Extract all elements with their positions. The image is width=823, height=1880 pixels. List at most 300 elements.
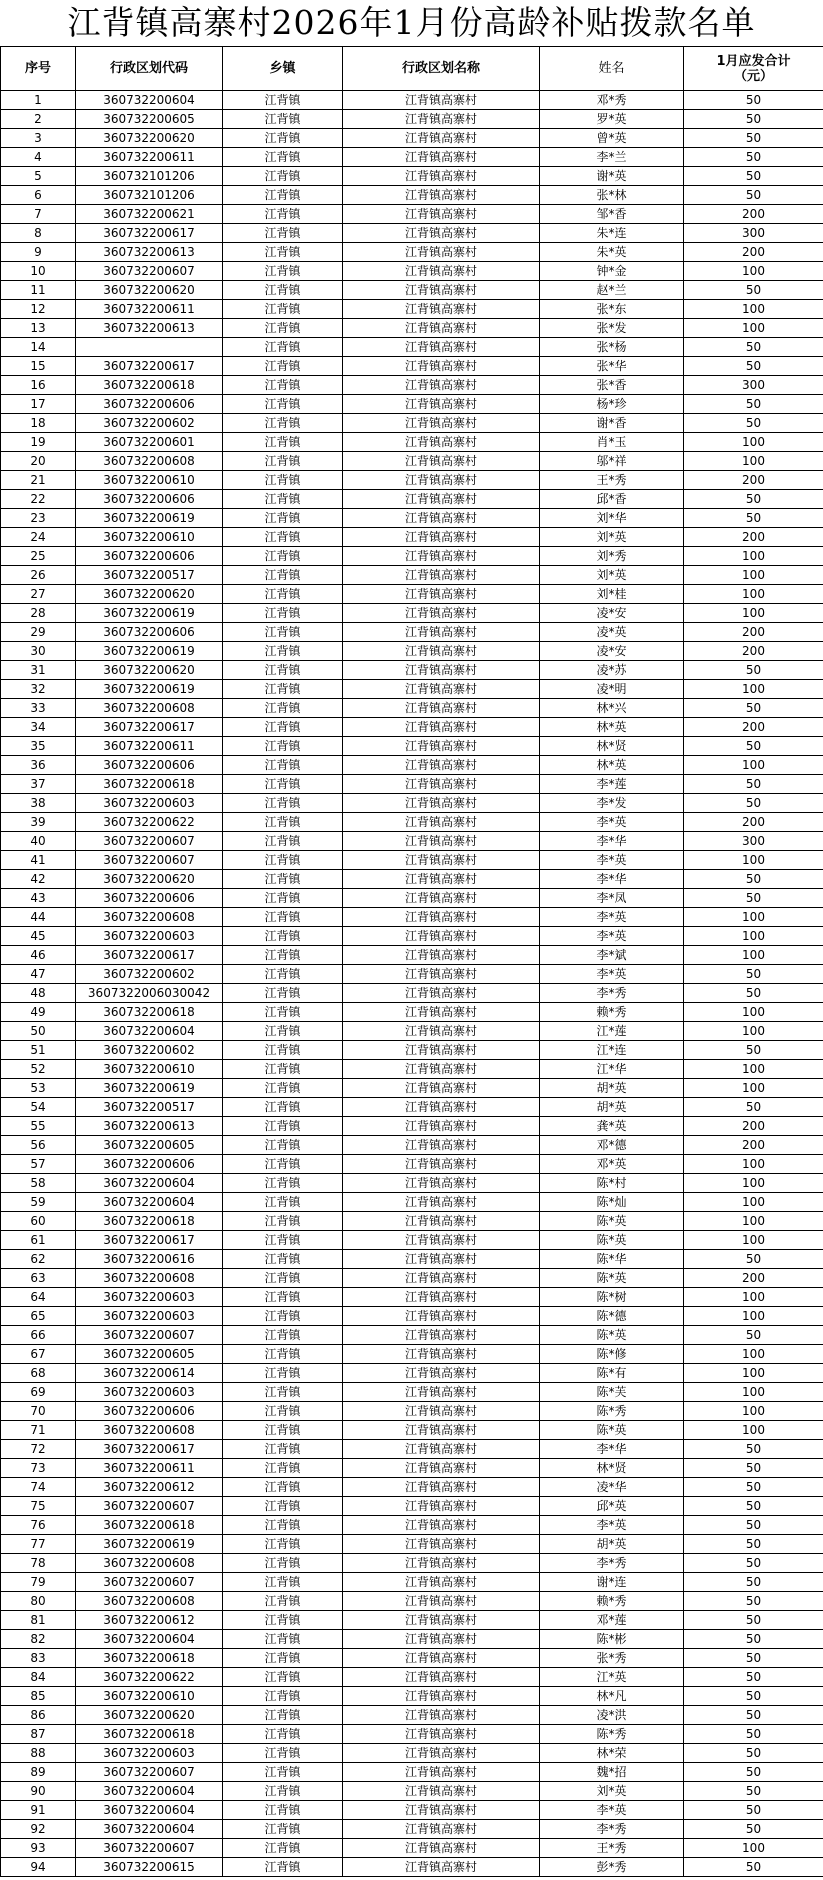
cell-township: 江背镇 [223,414,343,433]
cell-township: 江背镇 [223,1459,343,1478]
table-row [1,1744,823,1763]
table-row [1,1706,823,1725]
cell-division-name: 江背镇高寨村 [343,661,540,680]
table-body [1,91,823,1877]
cell-serial-number: 45 [1,927,76,946]
cell-division-code: 360732200620 [76,585,223,604]
table-row [1,300,823,319]
cell-division-name: 江背镇高寨村 [343,1060,540,1079]
cell-amount: 50 [684,1687,823,1706]
cell-township: 江背镇 [223,1079,343,1098]
cell-name: 凌*洪 [540,1706,684,1725]
cell-township: 江背镇 [223,490,343,509]
table-row [1,1060,823,1079]
cell-division-code: 360732200606 [76,889,223,908]
cell-serial-number: 67 [1,1345,76,1364]
table-row [1,908,823,927]
cell-amount: 100 [684,585,823,604]
cell-amount: 300 [684,376,823,395]
cell-amount: 50 [684,414,823,433]
cell-division-name: 江背镇高寨村 [343,1136,540,1155]
cell-amount: 50 [684,1744,823,1763]
cell-serial-number: 63 [1,1269,76,1288]
cell-serial-number: 78 [1,1554,76,1573]
cell-name: 陈*英 [540,1231,684,1250]
cell-amount: 100 [684,1839,823,1858]
table-row [1,585,823,604]
cell-division-name: 江背镇高寨村 [343,1478,540,1497]
cell-division-name: 江背镇高寨村 [343,908,540,927]
cell-township: 江背镇 [223,1041,343,1060]
cell-township: 江背镇 [223,813,343,832]
cell-division-name: 江背镇高寨村 [343,1858,540,1877]
cell-serial-number: 10 [1,262,76,281]
cell-township: 江背镇 [223,1383,343,1402]
cell-name: 朱*英 [540,243,684,262]
cell-serial-number: 85 [1,1687,76,1706]
cell-amount: 300 [684,224,823,243]
cell-amount: 50 [684,699,823,718]
cell-township: 江背镇 [223,1668,343,1687]
cell-division-code: 360732200608 [76,1269,223,1288]
cell-name: 陈*秀 [540,1402,684,1421]
cell-serial-number: 37 [1,775,76,794]
cell-division-name: 江背镇高寨村 [343,1744,540,1763]
cell-division-name: 江背镇高寨村 [343,1440,540,1459]
cell-division-code: 360732200617 [76,946,223,965]
cell-serial-number: 16 [1,376,76,395]
cell-division-code: 360732200606 [76,490,223,509]
table-row [1,566,823,585]
cell-township: 江背镇 [223,110,343,129]
cell-division-code: 360732200604 [76,91,223,110]
cell-name: 邱*香 [540,490,684,509]
cell-division-name: 江背镇高寨村 [343,281,540,300]
cell-township: 江背镇 [223,1649,343,1668]
cell-amount: 50 [684,1573,823,1592]
cell-division-name: 江背镇高寨村 [343,1307,540,1326]
cell-amount: 100 [684,319,823,338]
cell-division-name: 江背镇高寨村 [343,1193,540,1212]
table-row [1,1554,823,1573]
header-amount: 1月应发合计 （元） [684,47,823,91]
cell-name: 邬*祥 [540,452,684,471]
cell-division-name: 江背镇高寨村 [343,300,540,319]
cell-amount: 50 [684,1535,823,1554]
cell-division-code: 360732200603 [76,1307,223,1326]
cell-township: 江背镇 [223,718,343,737]
cell-township: 江背镇 [223,243,343,262]
cell-division-name: 江背镇高寨村 [343,452,540,471]
cell-amount: 100 [684,433,823,452]
cell-division-name: 江背镇高寨村 [343,186,540,205]
table-row [1,1478,823,1497]
cell-name: 邓*英 [540,1155,684,1174]
cell-amount: 100 [684,1421,823,1440]
table-row [1,1136,823,1155]
table-row [1,1820,823,1839]
cell-name: 林*荣 [540,1744,684,1763]
cell-division-name: 江背镇高寨村 [343,490,540,509]
cell-division-code: 360732200608 [76,452,223,471]
cell-serial-number: 22 [1,490,76,509]
cell-serial-number: 1 [1,91,76,110]
cell-amount: 200 [684,623,823,642]
cell-township: 江背镇 [223,1478,343,1497]
table-row [1,775,823,794]
cell-serial-number: 40 [1,832,76,851]
cell-township: 江背镇 [223,1592,343,1611]
cell-division-name: 江背镇高寨村 [343,395,540,414]
cell-name: 李*兰 [540,148,684,167]
cell-township: 江背镇 [223,1497,343,1516]
cell-serial-number: 41 [1,851,76,870]
cell-amount: 50 [684,1440,823,1459]
cell-name: 邓*莲 [540,1611,684,1630]
cell-division-code: 360732200604 [76,1801,223,1820]
table-row [1,357,823,376]
cell-serial-number: 26 [1,566,76,585]
cell-division-code: 360732200608 [76,1421,223,1440]
cell-amount: 200 [684,1136,823,1155]
cell-division-name: 江背镇高寨村 [343,1421,540,1440]
cell-name: 凌*苏 [540,661,684,680]
cell-division-code: 360732200618 [76,1649,223,1668]
cell-serial-number: 51 [1,1041,76,1060]
cell-amount: 100 [684,452,823,471]
table-row [1,395,823,414]
cell-township: 江背镇 [223,281,343,300]
cell-amount: 100 [684,1231,823,1250]
cell-division-name: 江背镇高寨村 [343,851,540,870]
cell-amount: 100 [684,1174,823,1193]
table-row [1,1193,823,1212]
cell-township: 江背镇 [223,186,343,205]
cell-amount: 50 [684,395,823,414]
cell-township: 江背镇 [223,908,343,927]
cell-name: 李*英 [540,1516,684,1535]
cell-division-name: 江背镇高寨村 [343,129,540,148]
cell-division-name: 江背镇高寨村 [343,946,540,965]
cell-serial-number: 11 [1,281,76,300]
cell-division-code: 360732200620 [76,129,223,148]
cell-serial-number: 62 [1,1250,76,1269]
cell-name: 张*华 [540,357,684,376]
cell-division-code: 360732200611 [76,1459,223,1478]
cell-name: 刘*秀 [540,547,684,566]
cell-division-name: 江背镇高寨村 [343,813,540,832]
cell-amount: 200 [684,528,823,547]
cell-division-code: 360732200606 [76,1155,223,1174]
cell-division-name: 江背镇高寨村 [343,1079,540,1098]
table-row [1,946,823,965]
cell-amount: 50 [684,1592,823,1611]
cell-township: 江背镇 [223,775,343,794]
cell-name: 李*华 [540,832,684,851]
cell-division-name: 江背镇高寨村 [343,1155,540,1174]
cell-division-code: 360732200608 [76,699,223,718]
cell-amount: 50 [684,91,823,110]
cell-amount: 100 [684,680,823,699]
cell-serial-number: 75 [1,1497,76,1516]
cell-division-name: 江背镇高寨村 [343,737,540,756]
cell-serial-number: 56 [1,1136,76,1155]
cell-name: 赵*兰 [540,281,684,300]
table-row [1,262,823,281]
cell-township: 江背镇 [223,91,343,110]
table-row [1,452,823,471]
cell-division-name: 江背镇高寨村 [343,243,540,262]
cell-division-code [76,338,223,357]
cell-township: 江背镇 [223,1573,343,1592]
table-header [1,47,823,91]
cell-division-code: 360732200619 [76,680,223,699]
cell-division-name: 江背镇高寨村 [343,585,540,604]
cell-division-code: 360732200618 [76,1725,223,1744]
cell-division-code: 360732200618 [76,1003,223,1022]
cell-name: 陈*有 [540,1364,684,1383]
cell-serial-number: 19 [1,433,76,452]
cell-township: 江背镇 [223,794,343,813]
cell-township: 江背镇 [223,1250,343,1269]
table-row [1,509,823,528]
cell-name: 李*秀 [540,984,684,1003]
cell-name: 谢*连 [540,1573,684,1592]
cell-township: 江背镇 [223,851,343,870]
cell-township: 江背镇 [223,452,343,471]
cell-name: 张*秀 [540,1649,684,1668]
cell-serial-number: 23 [1,509,76,528]
table-row [1,1288,823,1307]
cell-division-code: 360732200619 [76,1079,223,1098]
table-row [1,1782,823,1801]
cell-serial-number: 4 [1,148,76,167]
cell-amount: 100 [684,566,823,585]
cell-division-code: 360732200607 [76,851,223,870]
cell-amount: 50 [684,965,823,984]
cell-serial-number: 94 [1,1858,76,1877]
cell-amount: 50 [684,186,823,205]
cell-division-code: 360732200604 [76,1630,223,1649]
cell-serial-number: 88 [1,1744,76,1763]
cell-township: 江背镇 [223,1231,343,1250]
table-row [1,129,823,148]
cell-division-name: 江背镇高寨村 [343,1725,540,1744]
table-row [1,319,823,338]
cell-name: 谢*英 [540,167,684,186]
cell-division-code: 360732200617 [76,1231,223,1250]
cell-name: 王*秀 [540,1839,684,1858]
cell-division-name: 江背镇高寨村 [343,167,540,186]
cell-serial-number: 25 [1,547,76,566]
table-row [1,889,823,908]
cell-township: 江背镇 [223,1516,343,1535]
cell-division-code: 360732200603 [76,1383,223,1402]
cell-division-name: 江背镇高寨村 [343,376,540,395]
cell-division-name: 江背镇高寨村 [343,1250,540,1269]
table-row [1,1592,823,1611]
cell-amount: 200 [684,718,823,737]
cell-division-name: 江背镇高寨村 [343,1174,540,1193]
table-row [1,1003,823,1022]
cell-division-code: 360732200607 [76,1839,223,1858]
cell-serial-number: 24 [1,528,76,547]
cell-amount: 100 [684,1364,823,1383]
cell-serial-number: 31 [1,661,76,680]
cell-name: 赖*秀 [540,1003,684,1022]
cell-township: 江背镇 [223,1744,343,1763]
cell-division-name: 江背镇高寨村 [343,623,540,642]
table-row [1,528,823,547]
cell-division-code: 3607322006030042 [76,984,223,1003]
cell-division-code: 360732200619 [76,1535,223,1554]
cell-amount: 50 [684,1497,823,1516]
cell-division-code: 360732200603 [76,1744,223,1763]
page-title: 江背镇高寨村2026年1月份高龄补贴拨款名单 [67,3,756,42]
cell-division-name: 江背镇高寨村 [343,110,540,129]
cell-division-name: 江背镇高寨村 [343,566,540,585]
cell-name: 凌*英 [540,623,684,642]
cell-amount: 50 [684,1668,823,1687]
cell-division-code: 360732200620 [76,870,223,889]
cell-division-name: 江背镇高寨村 [343,1326,540,1345]
cell-amount: 100 [684,547,823,566]
table-row [1,1573,823,1592]
cell-division-code: 360732200602 [76,1041,223,1060]
cell-township: 江背镇 [223,1858,343,1877]
cell-township: 江背镇 [223,661,343,680]
cell-name: 陈*英 [540,1326,684,1345]
table-row [1,832,823,851]
cell-name: 张*发 [540,319,684,338]
cell-division-name: 江背镇高寨村 [343,1022,540,1041]
cell-township: 江背镇 [223,1402,343,1421]
cell-name: 江*英 [540,1668,684,1687]
cell-township: 江背镇 [223,1098,343,1117]
cell-amount: 50 [684,357,823,376]
cell-amount: 100 [684,756,823,775]
cell-division-code: 360732200610 [76,528,223,547]
cell-amount: 200 [684,1117,823,1136]
cell-amount: 50 [684,870,823,889]
table-row [1,1383,823,1402]
cell-name: 朱*连 [540,224,684,243]
header-name: 姓名 [540,47,684,91]
cell-division-code: 360732200606 [76,1402,223,1421]
cell-amount: 50 [684,167,823,186]
cell-division-name: 江背镇高寨村 [343,1231,540,1250]
cell-division-name: 江背镇高寨村 [343,262,540,281]
cell-name: 凌*安 [540,642,684,661]
cell-division-name: 江背镇高寨村 [343,1402,540,1421]
cell-name: 刘*英 [540,528,684,547]
cell-division-code: 360732200610 [76,1687,223,1706]
cell-division-code: 360732200616 [76,1250,223,1269]
table-row [1,471,823,490]
cell-amount: 50 [684,1326,823,1345]
cell-division-code: 360732200622 [76,1668,223,1687]
cell-division-code: 360732200618 [76,1516,223,1535]
cell-amount: 100 [684,1060,823,1079]
cell-division-code: 360732200622 [76,813,223,832]
table-row [1,737,823,756]
cell-amount: 100 [684,1079,823,1098]
cell-township: 江背镇 [223,319,343,338]
cell-township: 江背镇 [223,1193,343,1212]
cell-amount: 50 [684,1098,823,1117]
cell-serial-number: 71 [1,1421,76,1440]
cell-serial-number: 50 [1,1022,76,1041]
cell-division-name: 江背镇高寨村 [343,927,540,946]
table-row [1,1649,823,1668]
table-row [1,1098,823,1117]
table-row [1,1440,823,1459]
cell-division-name: 江背镇高寨村 [343,471,540,490]
table-row [1,110,823,129]
cell-name: 李*英 [540,813,684,832]
cell-serial-number: 72 [1,1440,76,1459]
cell-name: 魏*招 [540,1763,684,1782]
cell-amount: 100 [684,300,823,319]
cell-name: 肖*玉 [540,433,684,452]
cell-serial-number: 35 [1,737,76,756]
cell-amount: 50 [684,338,823,357]
cell-division-code: 360732200606 [76,623,223,642]
cell-division-code: 360732200619 [76,509,223,528]
cell-township: 江背镇 [223,1440,343,1459]
cell-township: 江背镇 [223,433,343,452]
cell-amount: 100 [684,1212,823,1231]
cell-division-name: 江背镇高寨村 [343,1573,540,1592]
table-row [1,1326,823,1345]
cell-division-code: 360732200607 [76,1497,223,1516]
cell-division-code: 360732200613 [76,243,223,262]
cell-division-code: 360732200620 [76,661,223,680]
cell-name: 张*香 [540,376,684,395]
cell-township: 江背镇 [223,1535,343,1554]
cell-amount: 200 [684,642,823,661]
cell-division-name: 江背镇高寨村 [343,699,540,718]
table-row [1,490,823,509]
cell-serial-number: 2 [1,110,76,129]
cell-township: 江背镇 [223,642,343,661]
cell-division-code: 360732200613 [76,319,223,338]
cell-amount: 50 [684,129,823,148]
cell-division-code: 360732101206 [76,167,223,186]
cell-amount: 50 [684,984,823,1003]
header-township: 乡镇 [223,47,343,91]
cell-division-name: 江背镇高寨村 [343,1117,540,1136]
cell-amount: 50 [684,1250,823,1269]
cell-serial-number: 83 [1,1649,76,1668]
table-row [1,547,823,566]
cell-serial-number: 74 [1,1478,76,1497]
cell-name: 邓*德 [540,1136,684,1155]
table-row [1,376,823,395]
cell-serial-number: 55 [1,1117,76,1136]
cell-amount: 100 [684,1345,823,1364]
cell-serial-number: 70 [1,1402,76,1421]
cell-township: 江背镇 [223,1839,343,1858]
cell-serial-number: 66 [1,1326,76,1345]
cell-amount: 50 [684,1516,823,1535]
cell-division-name: 江背镇高寨村 [343,1782,540,1801]
cell-amount: 200 [684,243,823,262]
table-row [1,984,823,1003]
cell-township: 江背镇 [223,338,343,357]
cell-name: 李*英 [540,908,684,927]
cell-division-code: 360732200605 [76,110,223,129]
